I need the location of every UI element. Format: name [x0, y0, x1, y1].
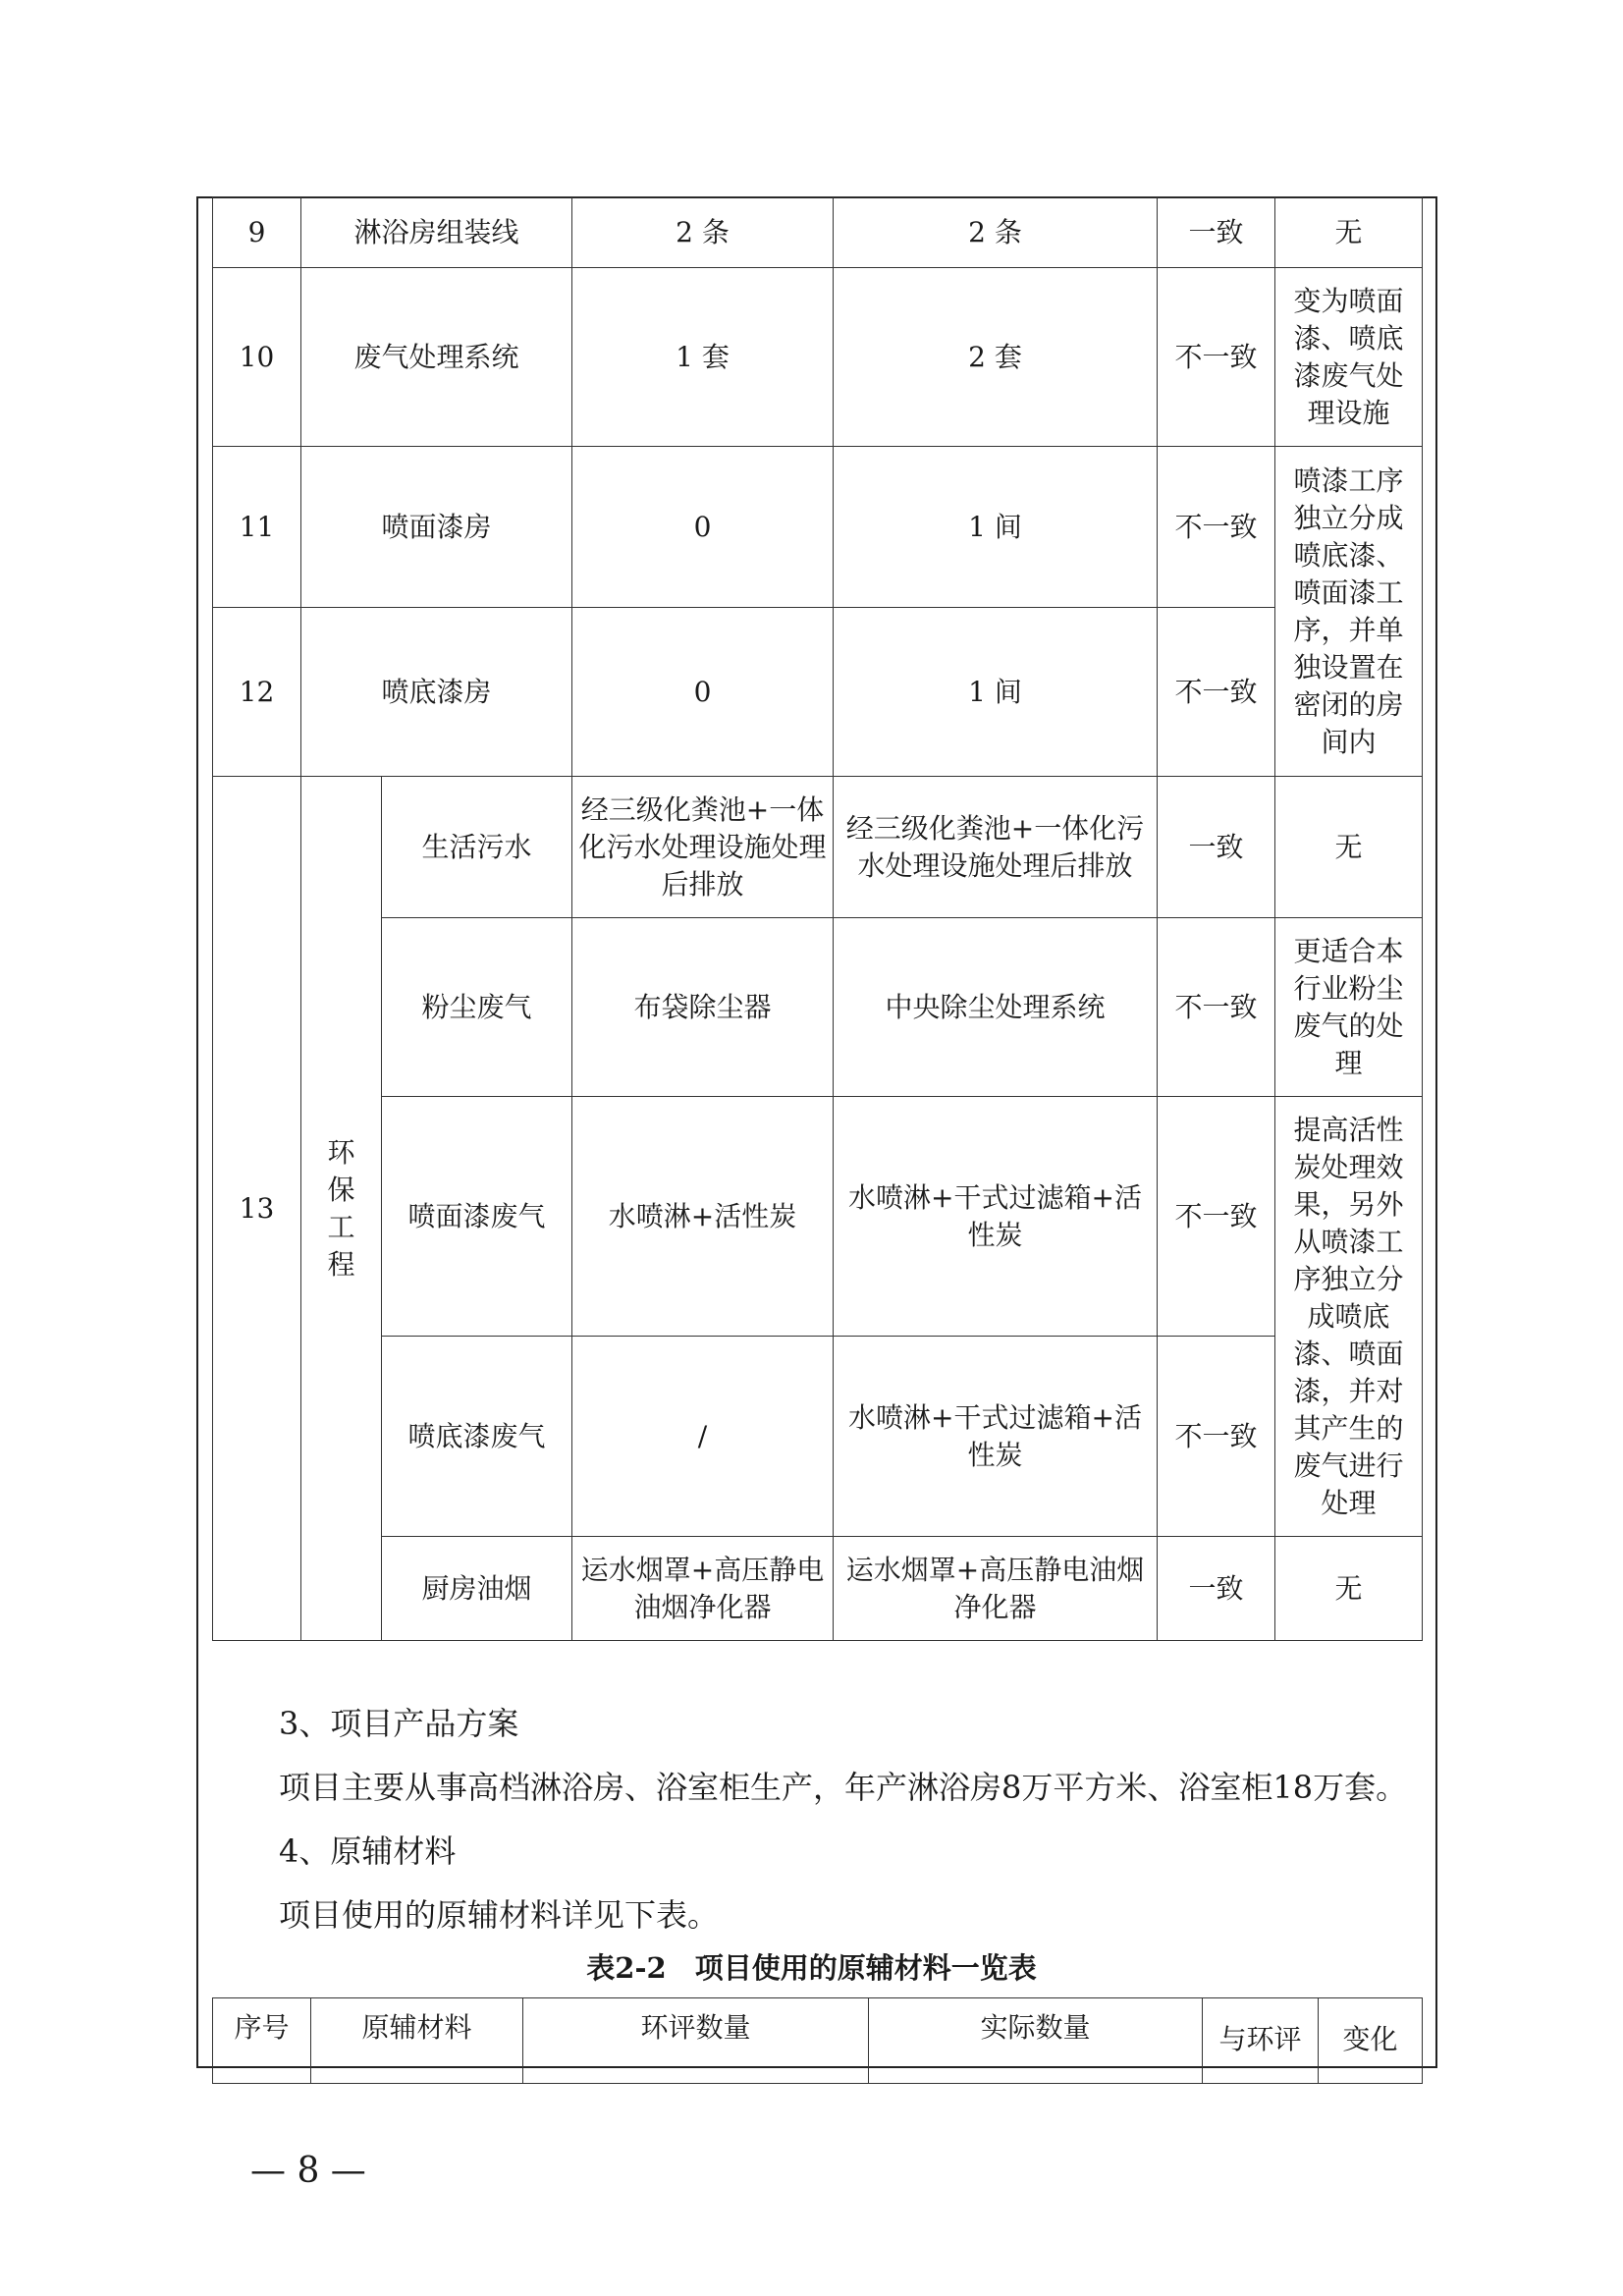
- table-caption: 表2-2 项目使用的原辅材料一览表: [586, 1951, 1037, 1985]
- actual-value: 水喷淋+干式过滤箱+活性炭: [834, 1097, 1158, 1337]
- eia-value: /: [572, 1337, 834, 1537]
- eia-value: 0: [572, 447, 834, 608]
- column-header: 原辅材料: [311, 1998, 523, 2084]
- item-name: 喷底漆房: [301, 608, 572, 777]
- section-heading: 4、原辅材料: [279, 1832, 457, 1870]
- item-name: 粉尘废气: [382, 918, 572, 1097]
- match-status: 不一致: [1158, 268, 1275, 447]
- actual-value: 运水烟罩+高压静电油烟净化器: [834, 1537, 1158, 1641]
- table-row: [213, 918, 1423, 1097]
- match-status: 不一致: [1158, 608, 1275, 777]
- item-name: 喷面漆废气: [382, 1097, 572, 1337]
- eia-value: 布袋除尘器: [572, 918, 834, 1097]
- actual-value: 1 间: [834, 447, 1158, 608]
- paragraph: 项目主要从事高档淋浴房、浴室柜生产，年产淋浴房8万平方米、浴室柜18万套。: [279, 1769, 1408, 1806]
- change-note: 无: [1275, 197, 1423, 268]
- item-name: 喷面漆房: [301, 447, 572, 608]
- actual-value: 2 条: [834, 197, 1158, 268]
- item-name: 废气处理系统: [301, 268, 572, 447]
- table-row: [213, 608, 1423, 777]
- table-header-row: [213, 1998, 1423, 2084]
- row-number: 9: [213, 197, 301, 268]
- change-note: 变为喷面漆、喷底漆废气处理设施: [1275, 268, 1423, 447]
- table-row: [213, 447, 1423, 608]
- match-status: 一致: [1158, 777, 1275, 918]
- table-row: [213, 1337, 1423, 1537]
- eia-value: 0: [572, 608, 834, 777]
- row-number: 10: [213, 268, 301, 447]
- table-row: [213, 1537, 1423, 1641]
- item-name: 生活污水: [382, 777, 572, 918]
- table-row: [213, 777, 1423, 918]
- actual-value: 水喷淋+干式过滤箱+活性炭: [834, 1337, 1158, 1537]
- paragraph: 项目使用的原辅材料详见下表。: [279, 1896, 720, 1934]
- match-status: 不一致: [1158, 1337, 1275, 1537]
- row-number: 11: [213, 447, 301, 608]
- column-header: 实际数量: [869, 1998, 1203, 2084]
- change-note: 喷漆工序独立分成喷底漆、喷面漆工序，并单独设置在密闭的房间内: [1275, 447, 1423, 777]
- item-name: 淋浴房组装线: [301, 197, 572, 268]
- page-number: — 8 —: [250, 2151, 366, 2191]
- actual-value: 中央除尘处理系统: [834, 918, 1158, 1097]
- actual-value: 经三级化粪池+一体化污水处理设施处理后排放: [834, 777, 1158, 918]
- row-number: 13: [213, 777, 301, 1641]
- change-note: 无: [1275, 1537, 1423, 1641]
- group-label: 环保工程: [301, 777, 382, 1641]
- column-header: 序号: [213, 1998, 311, 2084]
- column-header: 变化: [1319, 1998, 1423, 2084]
- actual-value: 1 间: [834, 608, 1158, 777]
- eia-value: 水喷淋+活性炭: [572, 1097, 834, 1337]
- table-row: [213, 197, 1423, 268]
- change-note: 更适合本行业粉尘废气的处理: [1275, 918, 1423, 1097]
- comparison-table: [212, 196, 1423, 1641]
- eia-value: 1 套: [572, 268, 834, 447]
- column-header: 环评数量: [523, 1998, 869, 2084]
- change-note: 无: [1275, 777, 1423, 918]
- actual-value: 2 套: [834, 268, 1158, 447]
- table-row: [213, 268, 1423, 447]
- column-header: 与环评: [1203, 1998, 1319, 2084]
- eia-value: 经三级化粪池+一体化污水处理设施处理后排放: [572, 777, 834, 918]
- match-status: 一致: [1158, 197, 1275, 268]
- match-status: 不一致: [1158, 447, 1275, 608]
- match-status: 不一致: [1158, 1097, 1275, 1337]
- item-name: 厨房油烟: [382, 1537, 572, 1641]
- table-row: [213, 1097, 1423, 1337]
- row-number: 12: [213, 608, 301, 777]
- match-status: 不一致: [1158, 918, 1275, 1097]
- change-note: 提高活性炭处理效果，另外从喷漆工序独立分成喷底漆、喷面漆，并对其产生的废气进行处理: [1275, 1097, 1423, 1537]
- section-heading: 3、项目产品方案: [279, 1705, 519, 1742]
- eia-value: 2 条: [572, 197, 834, 268]
- materials-table: [212, 1997, 1423, 2084]
- item-name: 喷底漆废气: [382, 1337, 572, 1537]
- match-status: 一致: [1158, 1537, 1275, 1641]
- eia-value: 运水烟罩+高压静电油烟净化器: [572, 1537, 834, 1641]
